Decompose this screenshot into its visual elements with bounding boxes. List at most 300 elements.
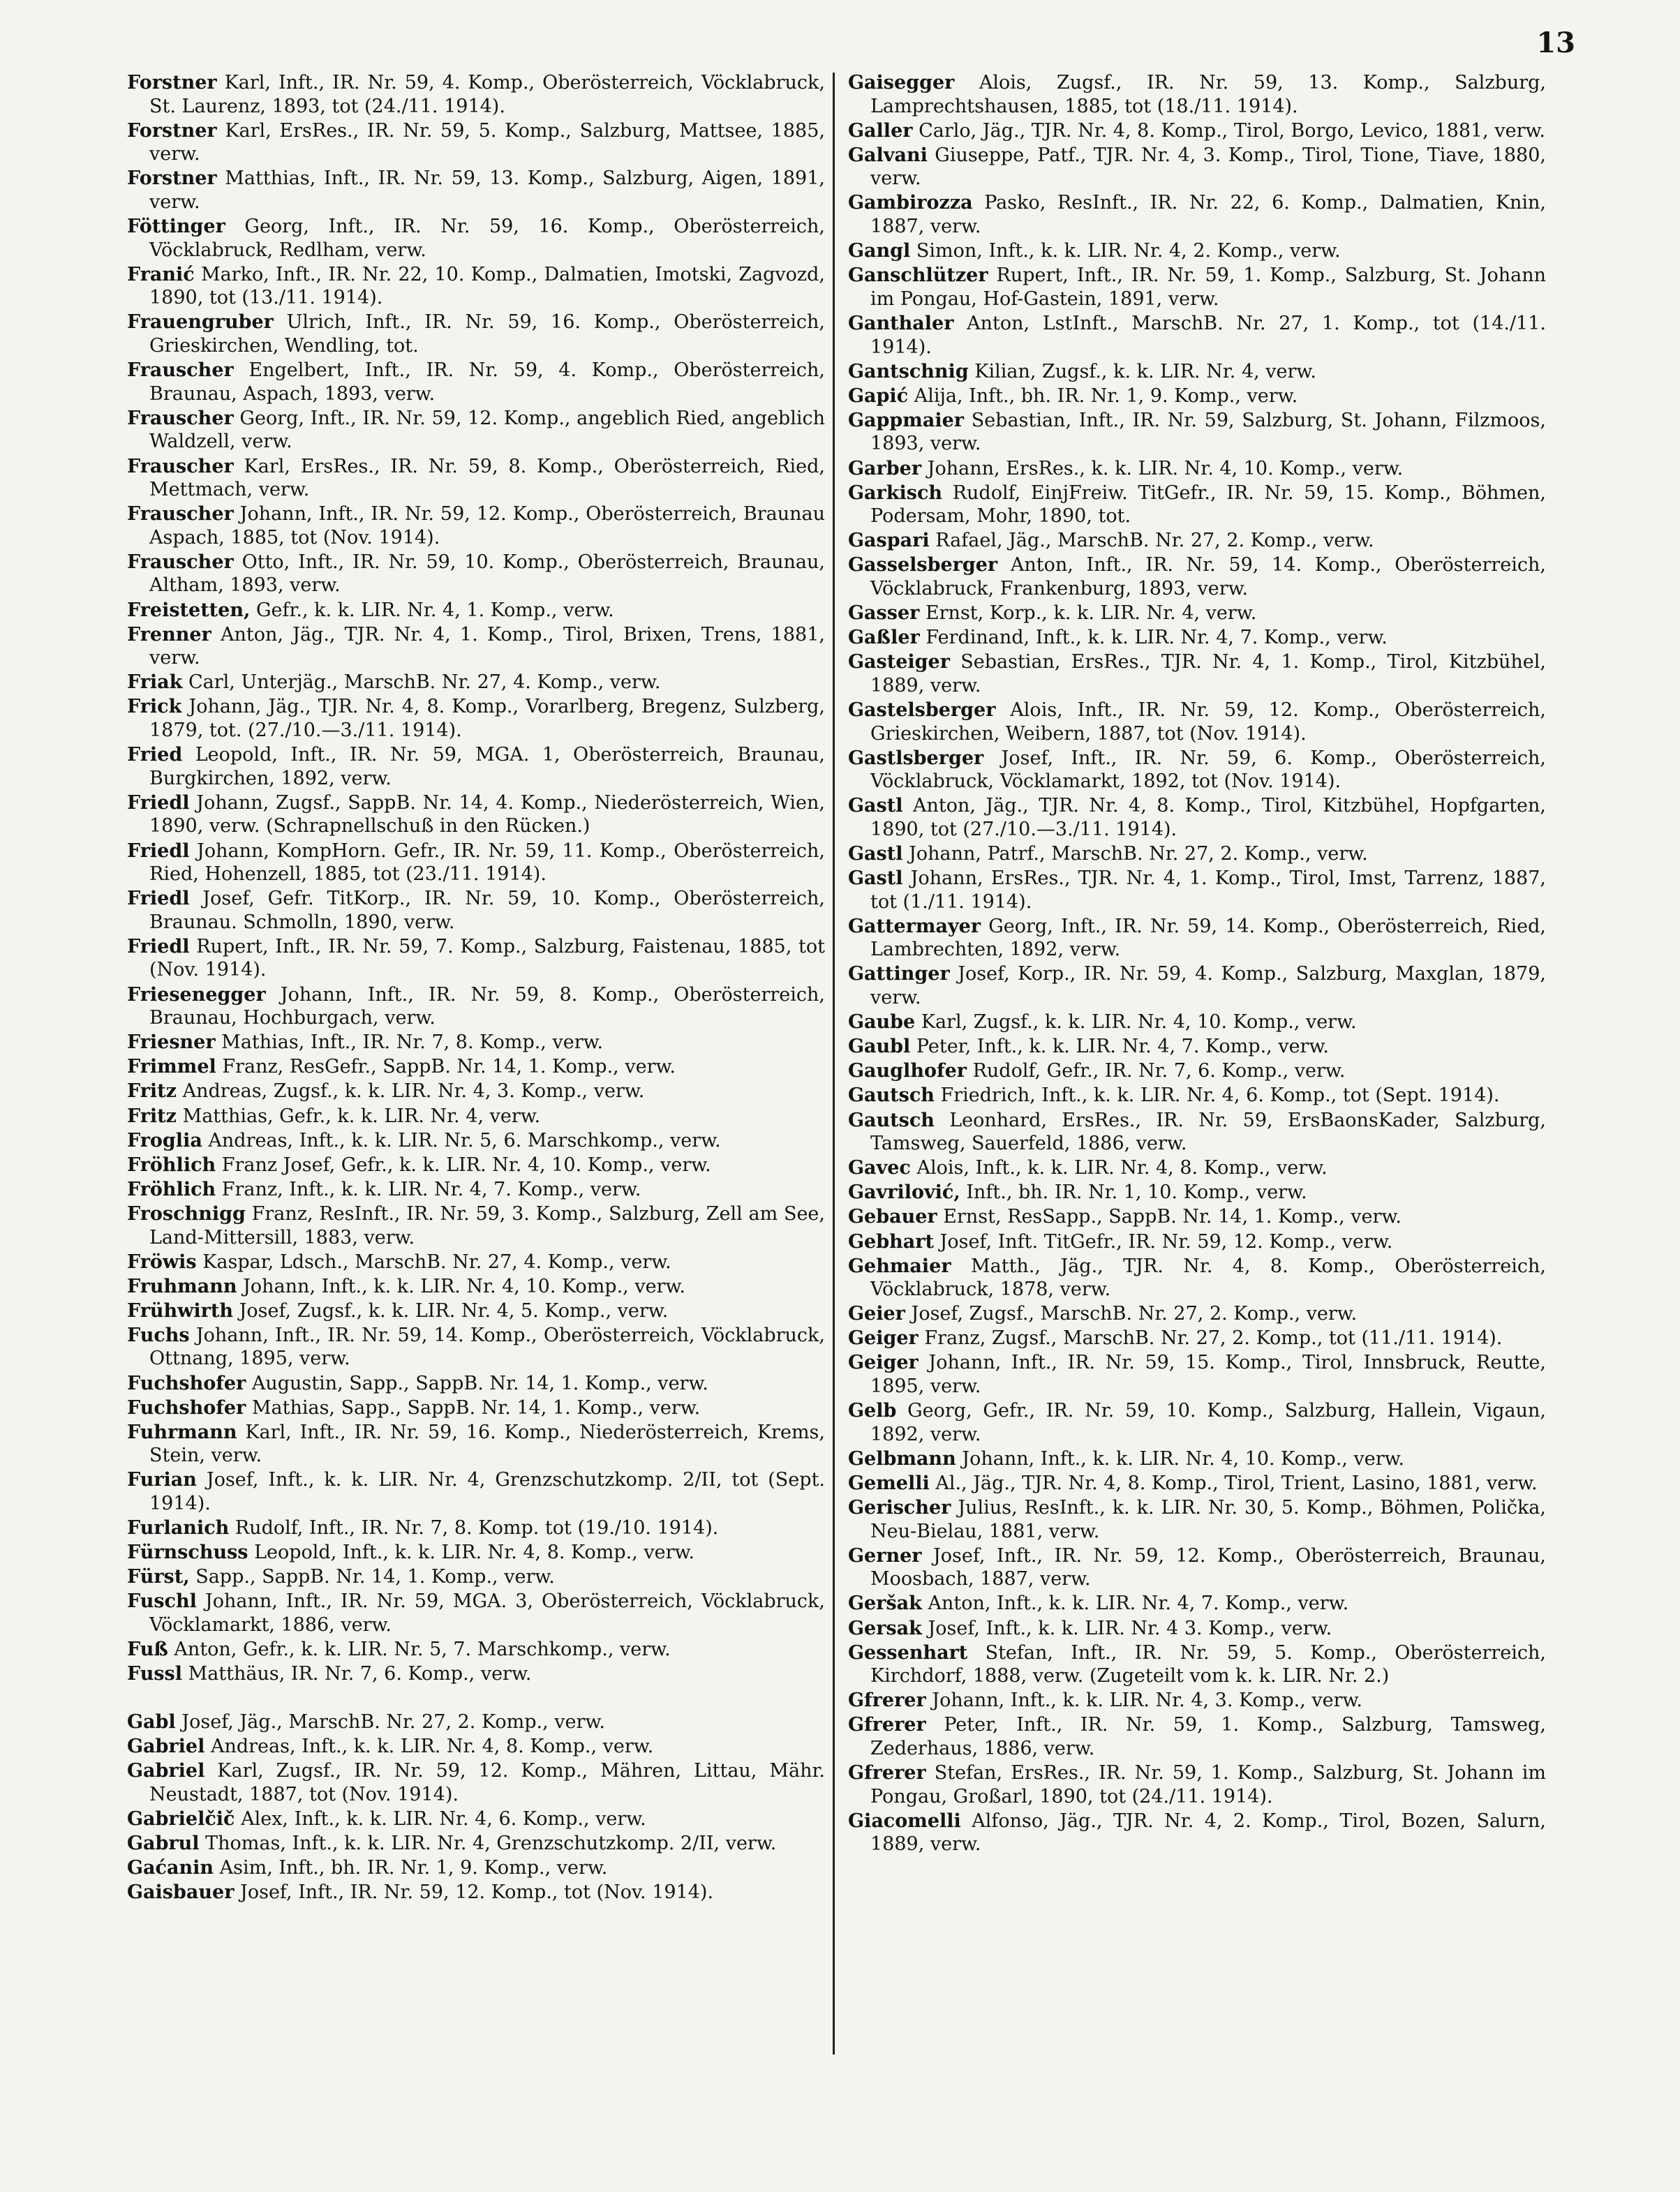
entry-surname: Fruhmann <box>127 1275 237 1297</box>
entry-surname: Gastelsberger <box>848 699 996 721</box>
entry-details: Ferdinand, Inft., k. k. LIR. Nr. 4, 7. Komp., verw. <box>919 627 1388 649</box>
casualty-entry <box>848 602 1546 625</box>
entry-details: Johann, Patrf., MarschB. Nr. 27, 2. Komp., verw. <box>902 843 1368 865</box>
casualty-entry <box>848 962 1546 1009</box>
casualty-entry <box>848 1399 1546 1446</box>
entry-surname: Fussl <box>127 1663 182 1685</box>
entry-details: Rafael, Jäg., MarschB. Nr. 27, 2. Komp., verw. <box>929 530 1374 552</box>
entry-surname: Gapić <box>848 385 909 407</box>
entry-surname: Geršak <box>848 1593 922 1615</box>
entry-surname: Gaube <box>848 1011 916 1034</box>
entry-surname: Forstner <box>127 72 217 94</box>
casualty-entry <box>127 1105 825 1128</box>
entry-details: Anton, Jäg., TJR. Nr. 4, 1. Komp., Tirol, Brixen, Trens, 1881, verw. <box>149 623 825 669</box>
entry-surname: Friedl <box>127 840 190 862</box>
entry-details: Johann, Inft., IR. Nr. 59, 15. Komp., Tirol, Innsbruck, Reutte, 1895, verw. <box>870 1352 1546 1398</box>
entry-surname: Gelbmann <box>848 1447 956 1470</box>
casualty-entry <box>127 1154 825 1177</box>
entry-details: Johann, ErsRes., TJR. Nr. 4, 1. Komp., Tirol, Imst, Tarrenz, 1887, tot (1./11. 1914). <box>870 867 1546 913</box>
entry-details: Karl, Inft., IR. Nr. 59, 4. Komp., Oberösterreich, Vöcklabruck, St. Laurenz, 1893, tot (24./11. 1914). <box>149 72 825 117</box>
casualty-entry <box>127 983 825 1030</box>
entry-details: Sapp., SappB. Nr. 14, 1. Komp., verw. <box>189 1566 555 1588</box>
casualty-entry <box>848 1592 1546 1616</box>
entry-surname: Gautsch <box>848 1109 935 1131</box>
entry-surname: Gasteiger <box>848 651 950 673</box>
casualty-entry <box>127 1202 825 1249</box>
casualty-entry <box>127 1129 825 1153</box>
entry-details: Augustin, Sapp., SappB. Nr. 14, 1. Komp., verw. <box>246 1372 708 1394</box>
casualty-entry <box>127 71 825 118</box>
casualty-entry <box>127 1324 825 1371</box>
entry-surname: Gaisegger <box>848 72 955 94</box>
entry-surname: Ganthaler <box>848 312 954 334</box>
casualty-entry <box>127 1638 825 1662</box>
casualty-entry <box>848 1059 1546 1083</box>
casualty-entry <box>127 551 825 597</box>
entry-details: Mathias, Sapp., SappB. Nr. 14, 1. Komp., verw. <box>246 1396 701 1419</box>
casualty-entry <box>127 1031 825 1054</box>
casualty-entry <box>848 239 1546 263</box>
entry-surname: Fuß <box>127 1639 168 1661</box>
entry-surname: Gastl <box>848 843 903 865</box>
casualty-entry <box>127 263 825 310</box>
casualty-entry <box>127 1735 825 1759</box>
casualty-entry <box>127 840 825 886</box>
entry-details: Johann, Inft., IR. Nr. 59, 14. Komp., Oberösterreich, Vöcklabruck, Ottnang, 1895, verw. <box>149 1324 825 1370</box>
casualty-entry <box>848 747 1546 793</box>
entry-surname: Gangl <box>848 240 911 262</box>
casualty-entry <box>127 1055 825 1079</box>
entry-surname: Fröhlich <box>127 1154 216 1176</box>
casualty-entry <box>127 311 825 357</box>
entry-details: Johann, ErsRes., k. k. LIR. Nr. 4, 10. Komp., verw. <box>921 457 1404 479</box>
casualty-entry <box>848 1302 1546 1326</box>
casualty-entry <box>127 935 825 982</box>
entry-details: Alija, Inft., bh. IR. Nr. 1, 9. Komp., verw. <box>908 385 1298 407</box>
entry-details: Josef, Gefr. TitKorp., IR. Nr. 59, 10. Komp., Oberösterreich, Braunau. Schmolln, 1890, verw. <box>149 888 825 933</box>
entry-details: Franz, Zugsf., MarschB. Nr. 27, 2. Komp., tot (11./11. 1914). <box>918 1327 1503 1350</box>
casualty-entry <box>127 1565 825 1589</box>
entry-surname: Gattermayer <box>848 915 981 937</box>
casualty-entry <box>848 1447 1546 1471</box>
entry-surname: Gabl <box>127 1711 176 1734</box>
casualty-entry <box>848 1617 1546 1641</box>
entry-surname: Froglia <box>127 1129 202 1151</box>
entry-details: Sebastian, ErsRes., TJR. Nr. 4, 1. Komp., Tirol, Kitzbühel, 1889, verw. <box>870 651 1546 696</box>
casualty-entry <box>848 1327 1546 1350</box>
entry-details: Johann, Inft., IR. Nr. 59, 8. Komp., Oberösterreich, Braunau, Hochburgach, verw. <box>149 983 825 1029</box>
entry-details: Johann, Inft., k. k. LIR. Nr. 4, 10. Komp., verw. <box>956 1447 1405 1470</box>
entry-surname: Fritz <box>127 1105 177 1127</box>
casualty-entry <box>127 1881 825 1904</box>
entry-details: Karl, Zugsf., IR. Nr. 59, 12. Komp., Mähren, Littau, Mähr. Neustadt, 1887, tot (Nov. 1914). <box>149 1760 825 1806</box>
entry-surname: Galler <box>848 119 913 142</box>
entry-details: Georg, Gefr., IR. Nr. 59, 10. Komp., Salzburg, Hallein, Vigaun, 1892, verw. <box>870 1400 1546 1445</box>
casualty-entry <box>127 1275 825 1299</box>
entry-surname: Fried <box>127 744 183 766</box>
entry-details: Georg, Inft., IR. Nr. 59, 14. Komp., Oberösterreich, Ried, Lambrechten, 1892, verw. <box>870 915 1546 961</box>
entry-surname: Fuschl <box>127 1590 197 1613</box>
entry-surname: Gfrerer <box>848 1762 926 1784</box>
casualty-entry <box>848 1181 1546 1205</box>
entry-surname: Giacomelli <box>848 1810 961 1832</box>
entry-surname: Frenner <box>127 623 211 646</box>
entry-details: Rudolf, Gefr., IR. Nr. 7, 6. Komp., verw. <box>966 1060 1346 1082</box>
casualty-entry <box>848 119 1546 143</box>
casualty-entry <box>848 482 1546 528</box>
entry-details: Rupert, Inft., IR. Nr. 59, 1. Komp., Salzburg, St. Johann im Pongau, Hof-Gastein, 1891, verw. <box>870 264 1546 310</box>
entry-surname: Friedl <box>127 935 190 957</box>
entry-surname: Gehmaier <box>848 1255 951 1277</box>
entry-details: Al., Jäg., TJR. Nr. 4, 8. Komp., Tirol, Trient, Lasino, 1881, verw. <box>929 1472 1538 1494</box>
column-divider <box>833 73 835 2055</box>
entry-details: Rudolf, EinjFreiw. TitGefr., IR. Nr. 59, 15. Komp., Böhmen, Podersam, Mohr, 1890, tot. <box>870 482 1546 528</box>
entry-details: Georg, Inft., IR. Nr. 59, 12. Komp., angeblich Ried, angeblich Waldzell, verw. <box>149 407 825 453</box>
entry-details: Stefan, ErsRes., IR. Nr. 59, 1. Komp., Salzburg, St. Johann im Pongau, Großarl, 1890, tot (24./11. 1914). <box>870 1762 1546 1807</box>
entry-surname: Furlanich <box>127 1517 230 1539</box>
entry-details: Giuseppe, Patf., TJR. Nr. 4, 3. Komp., Tirol, Tione, Tiave, 1880, verw. <box>870 144 1546 190</box>
casualty-entry <box>127 455 825 502</box>
casualty-entry <box>848 1713 1546 1760</box>
entry-details: Kilian, Zugsf., k. k. LIR. Nr. 4, verw. <box>968 360 1316 382</box>
entry-details: Franz Josef, Gefr., k. k. LIR. Nr. 4, 10. Komp., verw. <box>216 1154 711 1176</box>
entry-surname: Forstner <box>127 167 217 190</box>
entry-surname: Gantschnig <box>848 360 969 382</box>
entry-surname: Gebauer <box>848 1206 937 1228</box>
casualty-entry <box>848 1205 1546 1229</box>
casualty-entry <box>848 1544 1546 1591</box>
casualty-entry <box>848 385 1546 408</box>
entry-details: Franz, ResGefr., SappB. Nr. 14, 1. Komp., verw. <box>216 1056 676 1078</box>
casualty-entry <box>848 1255 1546 1302</box>
entry-details: Anton, LstInft., MarschB. Nr. 27, 1. Komp., tot (14./11. 1914). <box>870 312 1546 358</box>
entry-surname: Gastl <box>848 795 903 817</box>
entry-details: Johann, Inft., k. k. LIR. Nr. 4, 10. Komp., verw. <box>237 1275 685 1297</box>
casualty-entry <box>127 1662 825 1686</box>
entry-details: Josef, Inft., k. k. LIR. Nr. 4 3. Komp., verw. <box>921 1617 1332 1639</box>
entry-surname: Gambirozza <box>848 192 973 214</box>
entry-details: Alois, Inft., IR. Nr. 59, 12. Komp., Oberösterreich, Grieskirchen, Weibern, 1887, tot (Nov. 1914). <box>870 699 1546 745</box>
entry-details: Friedrich, Inft., k. k. LIR. Nr. 4, 6. Komp., tot (Sept. 1914). <box>934 1084 1500 1107</box>
casualty-entry <box>127 167 825 214</box>
entry-surname: Gersak <box>848 1617 922 1639</box>
entry-surname: Gaisbauer <box>127 1881 235 1904</box>
entry-surname: Gabrielčič <box>127 1808 235 1831</box>
casualty-entry <box>848 1472 1546 1496</box>
entry-details: Sebastian, Inft., IR. Nr. 59, Salzburg, St. Johann, Filzmoos, 1893, verw. <box>870 409 1546 455</box>
entry-details: Otto, Inft., IR. Nr. 59, 10. Komp., Oberösterreich, Braunau, Altham, 1893, verw. <box>149 551 825 597</box>
page-number: 13 <box>1536 27 1575 59</box>
casualty-entry <box>848 409 1546 456</box>
casualty-entry <box>848 1689 1546 1713</box>
entry-surname: Gaubl <box>848 1036 911 1058</box>
entry-details: Rudolf, Inft., IR. Nr. 7, 8. Komp. tot (19./10. 1914). <box>229 1517 719 1539</box>
casualty-entry <box>127 671 825 694</box>
entry-details: Gefr., k. k. LIR. Nr. 4, 1. Komp., verw. <box>250 599 614 621</box>
entry-surname: Fürst, <box>127 1566 190 1588</box>
entry-details: Inft., bh. IR. Nr. 1, 10. Komp., verw. <box>960 1181 1307 1204</box>
casualty-entry <box>848 794 1546 841</box>
casualty-entry <box>127 1396 825 1420</box>
entry-surname: Gelb <box>848 1400 897 1422</box>
casualty-entry <box>848 264 1546 311</box>
entry-surname: Gattinger <box>848 963 950 985</box>
casualty-entry <box>127 695 825 742</box>
entry-surname: Gavrilović, <box>848 1181 960 1204</box>
entry-surname: Gerischer <box>848 1497 951 1519</box>
entry-surname: Gasselsberger <box>848 554 998 576</box>
entry-surname: Ganschlützer <box>848 264 988 287</box>
entry-surname: Friesenegger <box>127 983 266 1006</box>
entry-details: Josef, Zugsf., k. k. LIR. Nr. 4, 5. Komp., verw. <box>233 1299 669 1322</box>
casualty-entry <box>848 699 1546 745</box>
casualty-entry <box>127 407 825 454</box>
casualty-entry <box>127 1832 825 1856</box>
entry-details: Peter, Inft., IR. Nr. 59, 1. Komp., Salzburg, Tamsweg, Zederhaus, 1886, verw. <box>870 1714 1546 1759</box>
casualty-entry <box>848 191 1546 238</box>
entry-surname: Gabrul <box>127 1833 200 1855</box>
entry-surname: Gebhart <box>848 1230 934 1253</box>
entry-details: Marko, Inft., IR. Nr. 22, 10. Komp., Dalmatien, Imotski, Zagvozd, 1890, tot (13./11. 1914). <box>149 263 825 309</box>
entry-details: Franz, ResInft., IR. Nr. 59, 3. Komp., Salzburg, Zell am See, Land-Mittersill, 1883, verw. <box>149 1202 825 1248</box>
casualty-entry <box>127 1299 825 1323</box>
entry-surname: Gastlsberger <box>848 747 984 769</box>
entry-surname: Gerner <box>848 1544 922 1567</box>
casualty-entry <box>848 915 1546 962</box>
entry-details: Josef, Inft., IR. Nr. 59, 6. Komp., Oberösterreich, Vöcklabruck, Vöcklamarkt, 1892, tot (Nov. 1914). <box>870 747 1546 793</box>
casualty-entry <box>127 1421 825 1468</box>
entry-surname: Gabriel <box>127 1736 205 1758</box>
entry-surname: Frauscher <box>127 551 234 573</box>
entry-details: Anton, Inft., IR. Nr. 59, 14. Komp., Oberösterreich, Vöcklabruck, Frankenburg, 1893, verw. <box>870 554 1546 599</box>
casualty-entry <box>127 1710 825 1734</box>
entry-surname: Gaspari <box>848 530 930 552</box>
left-column <box>127 71 825 1906</box>
casualty-entry <box>127 1372 825 1396</box>
casualty-entry <box>127 743 825 790</box>
entry-details: Engelbert, Inft., IR. Nr. 59, 4. Komp., Oberösterreich, Braunau, Aspach, 1893, verw. <box>149 359 825 405</box>
entry-surname: Geier <box>848 1303 905 1325</box>
casualty-entry <box>127 359 825 405</box>
entry-surname: Geiger <box>848 1352 919 1374</box>
entry-details: Matthäus, IR. Nr. 7, 6. Komp., verw. <box>181 1663 532 1685</box>
casualty-entry <box>848 457 1546 481</box>
casualty-entry <box>848 1641 1546 1688</box>
right-column <box>848 71 1546 1857</box>
entry-details: Matthias, Inft., IR. Nr. 59, 13. Komp., Salzburg, Aigen, 1891, verw. <box>149 167 825 213</box>
entry-surname: Fürnschuss <box>127 1542 248 1564</box>
entry-details: Ulrich, Inft., IR. Nr. 59, 16. Komp., Oberösterreich, Grieskirchen, Wendling, tot. <box>149 311 825 357</box>
casualty-entry <box>848 1230 1546 1254</box>
entry-details: Johann, KompHorn. Gefr., IR. Nr. 59, 11. Komp., Oberösterreich, Ried, Hohenzell, 1885, tot (23./11. 1914). <box>149 840 825 886</box>
entry-details: Alois, Inft., k. k. LIR. Nr. 4, 8. Komp., verw. <box>910 1157 1328 1179</box>
entry-details: Rupert, Inft., IR. Nr. 59, 7. Komp., Salzburg, Faistenau, 1885, tot (Nov. 1914). <box>149 935 825 981</box>
casualty-entry <box>127 623 825 670</box>
entry-surname: Friedl <box>127 888 190 910</box>
entry-surname: Gappmaier <box>848 409 965 431</box>
casualty-entry <box>848 842 1546 866</box>
entry-details: Josef, Inft., IR. Nr. 59, 12. Komp., Oberösterreich, Braunau, Moosbach, 1887, verw. <box>870 1544 1546 1590</box>
entry-details: Karl, ErsRes., IR. Nr. 59, 8. Komp., Oberösterreich, Ried, Mettmach, verw. <box>149 455 825 501</box>
entry-surname: Frauscher <box>127 359 234 382</box>
entry-details: Josef, Korp., IR. Nr. 59, 4. Komp., Salzburg, Maxglan, 1879, verw. <box>870 963 1546 1009</box>
entry-surname: Gasser <box>848 602 920 625</box>
entry-surname: Fuchshofer <box>127 1396 246 1419</box>
entry-details: Leonhard, ErsRes., IR. Nr. 59, ErsBaonsKader, Salzburg, Tamsweg, Sauerfeld, 1886, verw. <box>870 1109 1546 1155</box>
casualty-entry <box>848 1810 1546 1856</box>
casualty-entry <box>848 1109 1546 1156</box>
casualty-entry <box>848 71 1546 118</box>
casualty-entry <box>127 1080 825 1103</box>
casualty-entry <box>127 1251 825 1274</box>
casualty-entry <box>848 1351 1546 1398</box>
entry-surname: Gauglhofer <box>848 1060 967 1082</box>
entry-details: Josef, Inft., IR. Nr. 59, 12. Komp., tot (Nov. 1914). <box>234 1881 714 1904</box>
entry-details: Anton, Gefr., k. k. LIR. Nr. 5, 7. Marschkomp., verw. <box>168 1639 671 1661</box>
casualty-entry <box>127 1468 825 1515</box>
entry-details: Anton, Jäg., TJR. Nr. 4, 8. Komp., Tirol, Kitzbühel, Hopfgarten, 1890, tot (27./10.—3./11. 1914). <box>870 795 1546 840</box>
entry-surname: Galvani <box>848 144 928 166</box>
entry-surname: Frauscher <box>127 503 234 525</box>
entry-surname: Fröhlich <box>127 1178 216 1200</box>
casualty-entry <box>127 1541 825 1565</box>
section-gap <box>127 1687 825 1710</box>
entry-surname: Gfrerer <box>848 1714 926 1736</box>
entry-details: Thomas, Inft., k. k. LIR. Nr. 4, Grenzschutzkomp. 2/II, verw. <box>199 1833 777 1855</box>
entry-surname: Friak <box>127 671 183 694</box>
entry-details: Andreas, Inft., k. k. LIR. Nr. 4, 8. Komp., verw. <box>205 1736 654 1758</box>
entry-surname: Gessenhart <box>848 1641 968 1664</box>
entry-surname: Föttinger <box>127 216 225 238</box>
casualty-entry <box>848 1035 1546 1059</box>
casualty-entry <box>848 529 1546 553</box>
entry-surname: Gaćanin <box>127 1857 214 1879</box>
entry-details: Alois, Zugsf., IR. Nr. 59, 13. Komp., Salzburg, Lamprechtshausen, 1885, tot (18./11. 1914). <box>870 72 1546 117</box>
entry-surname: Gemelli <box>848 1472 930 1494</box>
entry-details: Andreas, Zugsf., k. k. LIR. Nr. 4, 3. Komp., verw. <box>176 1080 645 1103</box>
entry-details: Matthias, Gefr., k. k. LIR. Nr. 4, verw. <box>176 1105 541 1127</box>
entry-surname: Gavec <box>848 1157 911 1179</box>
entry-details: Matth., Jäg., TJR. Nr. 4, 8. Komp., Oberösterreich, Vöcklabruck, 1878, verw. <box>870 1255 1546 1301</box>
entry-surname: Gastl <box>848 867 903 890</box>
casualty-entry <box>848 1496 1546 1543</box>
entry-details: Mathias, Inft., IR. Nr. 7, 8. Komp., verw. <box>215 1031 604 1054</box>
casualty-entry <box>848 1156 1546 1180</box>
entry-details: Ernst, Korp., k. k. LIR. Nr. 4, verw. <box>919 602 1257 625</box>
casualty-entry <box>127 502 825 549</box>
entry-details: Georg, Inft., IR. Nr. 59, 16. Komp., Oberösterreich, Vöcklabruck, Redlham, verw. <box>149 216 825 261</box>
entry-surname: Friesner <box>127 1031 216 1054</box>
casualty-entry <box>848 312 1546 359</box>
casualty-entry <box>127 1759 825 1806</box>
casualty-entry <box>848 553 1546 600</box>
entry-details: Peter, Inft., k. k. LIR. Nr. 4, 7. Komp., verw. <box>910 1036 1329 1058</box>
entry-details: Josef, Inft., k. k. LIR. Nr. 4, Grenzschutzkomp. 2/II, tot (Sept. 1914). <box>149 1469 825 1515</box>
entry-surname: Frühwirth <box>127 1299 234 1322</box>
entry-details: Simon, Inft., k. k. LIR. Nr. 4, 2. Komp., verw. <box>910 240 1341 262</box>
entry-details: Karl, Zugsf., k. k. LIR. Nr. 4, 10. Komp., verw. <box>915 1011 1357 1034</box>
entry-surname: Gfrerer <box>848 1690 926 1712</box>
entry-details: Johann, Inft., IR. Nr. 59, 12. Komp., Oberösterreich, Braunau Aspach, 1885, tot (Nov. 1914). <box>149 503 825 549</box>
entry-details: Carl, Unterjäg., MarschB. Nr. 27, 4. Komp., verw. <box>182 671 661 694</box>
entry-details: Karl, Inft., IR. Nr. 59, 16. Komp., Niederösterreich, Krems, Stein, verw. <box>149 1421 825 1467</box>
entry-surname: Garber <box>848 457 922 479</box>
entry-surname: Forstner <box>127 119 217 142</box>
entry-surname: Fuhrmann <box>127 1421 237 1443</box>
entry-surname: Frauscher <box>127 455 234 477</box>
casualty-entry <box>127 1178 825 1202</box>
entry-details: Leopold, Inft., IR. Nr. 59, MGA. 1, Oberösterreich, Braunau, Burgkirchen, 1892, verw. <box>149 744 825 789</box>
entry-surname: Fröwis <box>127 1251 197 1273</box>
casualty-entry <box>848 144 1546 191</box>
casualty-entry <box>127 887 825 934</box>
casualty-entry <box>848 360 1546 384</box>
entry-surname: Garkisch <box>848 482 943 504</box>
casualty-entry <box>127 1516 825 1540</box>
casualty-entry <box>127 215 825 262</box>
entry-details: Stefan, Inft., IR. Nr. 59, 5. Komp., Oberösterreich, Kirchdorf, 1888, verw. (Zugeteilt vom k. k. LIR. Nr. 2.) <box>870 1641 1546 1687</box>
casualty-entry <box>127 599 825 622</box>
casualty-entry <box>127 1807 825 1831</box>
casualty-entry <box>127 1856 825 1880</box>
entry-details: Ernst, ResSapp., SappB. Nr. 14, 1. Komp., verw. <box>937 1206 1402 1228</box>
entry-details: Julius, ResInft., k. k. LIR. Nr. 30, 5. Komp., Böhmen, Polička, Neu-Bielau, 1881, verw. <box>870 1497 1546 1542</box>
entry-details: Johann, Inft., IR. Nr. 59, MGA. 3, Oberösterreich, Vöcklabruck, Vöcklamarkt, 1886, verw. <box>149 1590 825 1636</box>
casualty-entry <box>127 791 825 838</box>
entry-details: Josef, Jäg., MarschB. Nr. 27, 2. Komp., verw. <box>175 1711 605 1734</box>
entry-surname: Froschnigg <box>127 1202 246 1225</box>
entry-surname: Friedl <box>127 791 190 814</box>
entry-details: Anton, Inft., k. k. LIR. Nr. 4, 7. Komp., verw. <box>921 1593 1349 1615</box>
entry-details: Johann, Inft., k. k. LIR. Nr. 4, 3. Komp., verw. <box>926 1690 1362 1712</box>
entry-surname: Fritz <box>127 1080 177 1103</box>
casualty-entry <box>848 1084 1546 1108</box>
entry-surname: Gabriel <box>127 1760 205 1782</box>
entry-surname: Fuchs <box>127 1324 190 1346</box>
entry-surname: Frick <box>127 696 182 718</box>
entry-details: Kaspar, Ldsch., MarschB. Nr. 27, 4. Komp., verw. <box>196 1251 671 1273</box>
entry-surname: Franić <box>127 263 195 285</box>
entry-details: Pasko, ResInft., IR. Nr. 22, 6. Komp., Dalmatien, Knin, 1887, verw. <box>870 192 1546 238</box>
entry-surname: Frimmel <box>127 1056 216 1078</box>
entry-details: Josef, Inft. TitGefr., IR. Nr. 59, 12. Komp., verw. <box>933 1230 1393 1253</box>
entry-details: Franz, Inft., k. k. LIR. Nr. 4, 7. Komp., verw. <box>216 1178 641 1200</box>
entry-details: Asim, Inft., bh. IR. Nr. 1, 9. Komp., verw. <box>214 1857 608 1879</box>
entry-details: Alfonso, Jäg., TJR. Nr. 4, 2. Komp., Tirol, Bozen, Salurn, 1889, verw. <box>870 1810 1546 1856</box>
entry-details: Leopold, Inft., k. k. LIR. Nr. 4, 8. Komp., verw. <box>248 1542 695 1564</box>
entry-surname: Frauscher <box>127 407 234 429</box>
casualty-entry <box>127 1590 825 1636</box>
entry-surname: Gaßler <box>848 627 920 649</box>
casualty-entry <box>848 867 1546 914</box>
entry-surname: Gautsch <box>848 1084 935 1107</box>
entry-surname: Freistetten, <box>127 599 251 621</box>
entry-details: Josef, Zugsf., MarschB. Nr. 27, 2. Komp., verw. <box>905 1303 1358 1325</box>
casualty-entry <box>127 119 825 166</box>
entry-details: Karl, ErsRes., IR. Nr. 59, 5. Komp., Salzburg, Mattsee, 1885, verw. <box>149 119 825 165</box>
entry-details: Carlo, Jäg., TJR. Nr. 4, 8. Komp., Tirol, Borgo, Levico, 1881, verw. <box>912 119 1545 142</box>
entry-details: Johann, Jäg., TJR. Nr. 4, 8. Komp., Vorarlberg, Bregenz, Sulzberg, 1879, tot. (27./10.—3./11. 1914). <box>149 696 825 742</box>
entry-surname: Frauengruber <box>127 311 274 334</box>
entry-details: Alex, Inft., k. k. LIR. Nr. 4, 6. Komp., verw. <box>235 1808 646 1831</box>
casualty-entry <box>848 626 1546 650</box>
casualty-entry <box>848 650 1546 697</box>
casualty-entry <box>848 1761 1546 1808</box>
entry-surname: Fuchshofer <box>127 1372 246 1394</box>
entry-surname: Furian <box>127 1469 197 1491</box>
casualty-entry <box>848 1011 1546 1034</box>
entry-details: Johann, Zugsf., SappB. Nr. 14, 4. Komp., Niederösterreich, Wien, 1890, verw. (Schrapnellschuß in den Rücken.) <box>149 791 825 837</box>
